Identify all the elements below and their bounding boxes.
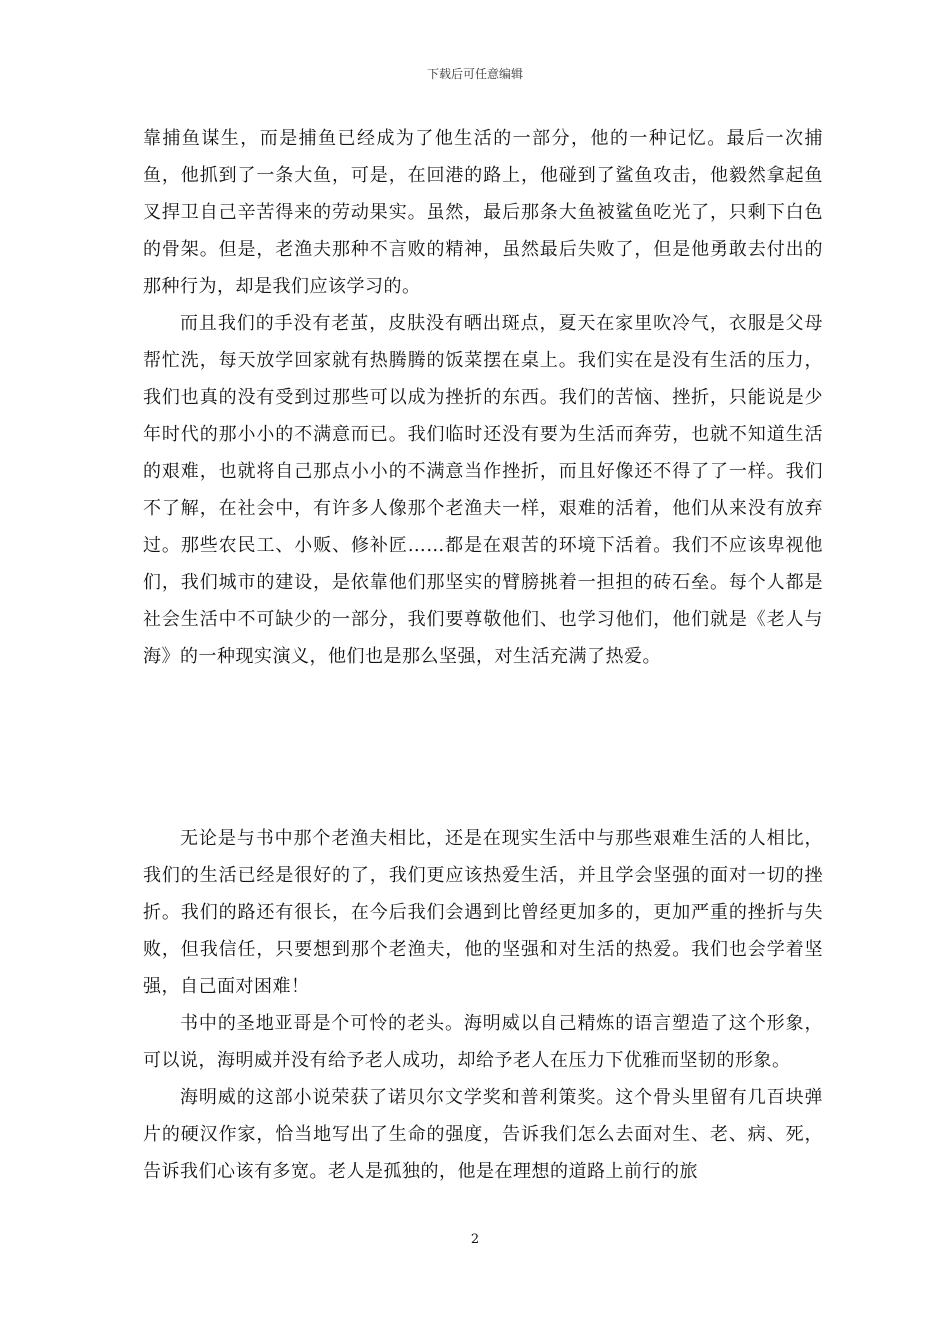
paragraph: 而且我们的手没有老茧，皮肤没有晒出斑点，夏天在家里吹冷气，衣服是父母帮忙洗，每天放学回家就有热腾腾的饭菜摆在桌上。我们实在是没有生活的压力，我们也真的没有受到过那些可以成为挫折的东西。我们的苦恼、挫折，只能说是少年时代的那小小的不满意而已。我们临时还没有要为生活而奔劳，也就不知道生活的艰难，也就将自己那点小小的不满意当作挫折，而且好像还不得了了一样。我们不了解，在社会中，有许多人像那个老渔夫一样，艰难的活着，他们从来没有放弃过。那些农民工、小贩、修补匠……都是在艰苦的环境下活着。我们不应该卑视他们，我们城市的建设，是依靠他们那坚实的臂膀挑着一担担的砖石垒。每个人都是社会生活中不可缺少的一部分，我们要尊敬他们、也学习他们，他们就是《老人与海》的一种现实演义，他们也是那么坚强，对生活充满了热爱。 [143,313,823,667]
page-header: 下载后可任意编辑 [426,67,523,81]
text-block-top [143,120,823,675]
paragraph: 书中的圣地亚哥是个可怜的老头。海明威以自己精炼的语言塑造了这个形象，可以说，海明威并没有给予老人成功，却给予老人在压力下优雅而坚韧的形象。 [143,1013,823,1071]
paragraph-continuation: 靠捕鱼谋生，而是捕鱼已经成为了他生活的一部分，他的一种记忆。最后一次捕鱼，他抓到了一条大鱼，可是，在回港的路上，他碰到了鲨鱼攻击，他毅然拿起鱼叉捍卫自己辛苦得来的劳动果实。虽然，最后那条大鱼被鲨鱼吃光了，只剩下白色的骨架。但是，老渔夫那种不言败的精神，虽然最后失败了，但是他勇敢去付出的那种行为，却是我们应该学习的。 [143,128,823,297]
paragraph: 海明威的这部小说荣获了诺贝尔文学奖和普利策奖。这个骨头里留有几百块弹片的硬汉作家，恰当地写出了生命的强度，告诉我们怎么去面对生、老、病、死，告诉我们心该有多宽。老人是孤独的，他是在理想的道路上前行的旅 [143,1087,823,1182]
paragraph: 无论是与书中那个老渔夫相比，还是在现实生活中与那些艰难生活的人相比，我们的生活已经是很好的了，我们更应该热爱生活，并且学会坚强的面对一切的挫折。我们的路还有很长，在今后我们会遇到比曾经更加多的，更加严重的挫折与失败，但我信任，只要想到那个老渔夫，他的坚强和对生活的热爱。我们也会学着坚强，自己面对困难！ [143,828,823,997]
page-number: 2 [470,1232,480,1247]
text-block-bottom [143,820,823,1190]
